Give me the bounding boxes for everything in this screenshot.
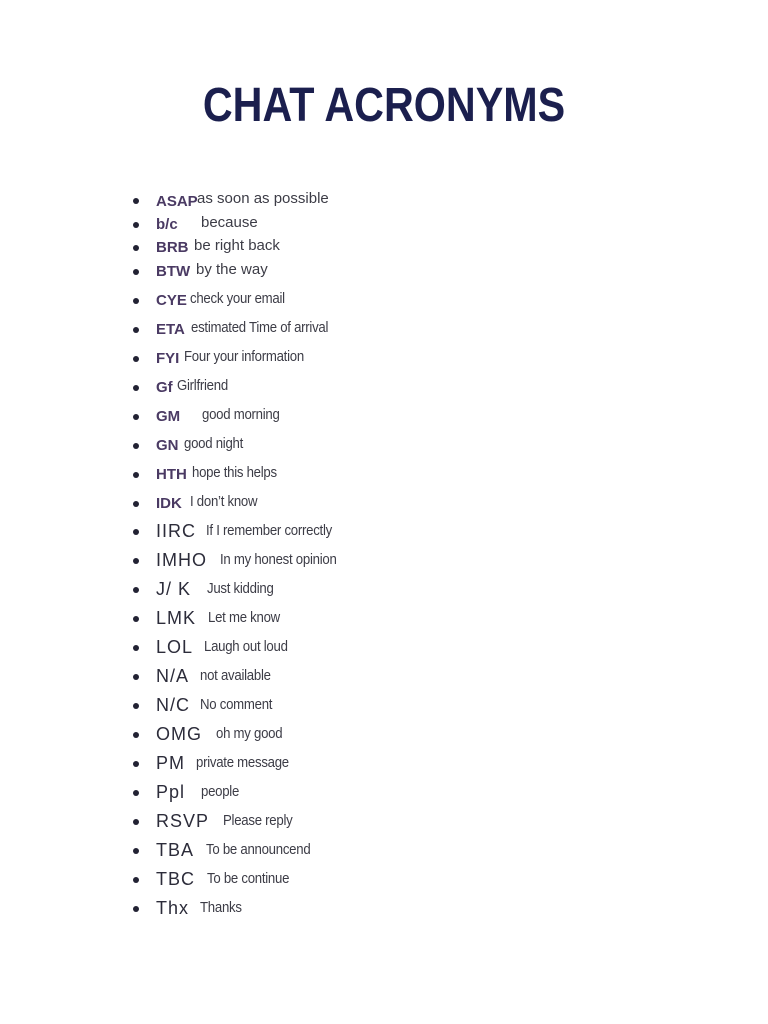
acronym-definition: If I remember correctly <box>206 522 332 539</box>
list-item <box>0 637 700 661</box>
list-item <box>0 493 700 517</box>
acronym-term: IMHO <box>156 550 207 570</box>
acronym-definition: people <box>201 783 240 800</box>
acronym-term: TBC <box>156 869 195 889</box>
bullet-icon <box>133 501 139 507</box>
acronym-term: BRB <box>156 239 189 256</box>
list-item <box>0 435 700 459</box>
acronym-definition: Let me know <box>208 609 280 626</box>
bullet-icon <box>133 732 139 738</box>
list-item <box>0 782 700 806</box>
acronym-term: CYE <box>156 292 187 309</box>
acronym-definition: estimated Time of arrival <box>191 319 329 336</box>
acronym-definition: check your email <box>190 290 285 307</box>
list-item <box>0 550 700 574</box>
acronym-definition: because <box>201 214 258 231</box>
acronym-term: J/ K <box>156 579 192 599</box>
acronym-definition: oh my good <box>216 725 283 742</box>
bullet-icon <box>133 877 139 883</box>
acronym-term: TBA <box>156 840 195 860</box>
acronym-term: RSVP <box>156 811 210 831</box>
acronym-definition: Four your information <box>184 348 304 365</box>
bullet-icon <box>133 645 139 651</box>
bullet-icon <box>133 587 139 593</box>
list-item <box>0 724 700 748</box>
bullet-icon <box>133 443 139 449</box>
acronym-term: N/C <box>156 695 190 715</box>
bullet-icon <box>133 385 139 391</box>
list-item <box>0 695 700 719</box>
list-item <box>0 190 700 214</box>
acronym-definition: I don’t know <box>190 493 258 510</box>
acronym-term: BTW <box>156 263 191 280</box>
bullet-icon <box>133 245 139 251</box>
acronym-definition: No comment <box>200 696 273 713</box>
list-item <box>0 521 700 545</box>
acronym-definition: Thanks <box>200 899 242 916</box>
page-title: CHAT ACRONYMS <box>202 79 566 132</box>
list-item <box>0 869 700 893</box>
list-item <box>0 811 700 835</box>
acronym-term: LOL <box>156 637 194 657</box>
acronym-definition: Just kidding <box>207 580 274 597</box>
acronym-definition: good morning <box>202 406 280 423</box>
acronym-definition: not available <box>200 667 271 684</box>
bullet-icon <box>133 356 139 362</box>
bullet-icon <box>133 906 139 912</box>
acronym-definition: be right back <box>194 237 280 254</box>
list-item <box>0 840 700 864</box>
acronym-definition: To be announcend <box>206 841 311 858</box>
list-item <box>0 237 700 261</box>
acronym-term: Gf <box>156 379 173 396</box>
acronym-term: Ppl <box>156 782 186 802</box>
bullet-icon <box>133 269 139 275</box>
acronym-term: PM <box>156 753 185 773</box>
acronym-term: IDK <box>156 495 182 512</box>
list-item <box>0 898 700 922</box>
acronym-definition: private message <box>196 754 289 771</box>
acronym-term: HTH <box>156 466 187 483</box>
acronym-term: Thx <box>156 898 190 918</box>
bullet-icon <box>133 472 139 478</box>
bullet-icon <box>133 198 139 204</box>
acronym-term: ETA <box>156 321 185 338</box>
list-item <box>0 261 700 285</box>
list-item <box>0 348 700 372</box>
acronym-definition: as soon as possible <box>197 190 329 207</box>
list-item <box>0 753 700 777</box>
bullet-icon <box>133 327 139 333</box>
acronym-term: b/c <box>156 216 178 233</box>
bullet-icon <box>133 298 139 304</box>
list-item <box>0 290 700 314</box>
bullet-icon <box>133 848 139 854</box>
list-item <box>0 406 700 430</box>
acronym-term: N/A <box>156 666 190 686</box>
list-item <box>0 608 700 632</box>
bullet-icon <box>133 558 139 564</box>
acronym-definition: hope this helps <box>192 464 277 481</box>
acronym-term: ASAP <box>156 193 198 210</box>
acronym-definition: by the way <box>196 261 268 278</box>
bullet-icon <box>133 616 139 622</box>
acronym-definition: In my honest opinion <box>220 551 337 568</box>
bullet-icon <box>133 790 139 796</box>
acronym-definition: Please reply <box>223 812 293 829</box>
bullet-icon <box>133 529 139 535</box>
list-item <box>0 666 700 690</box>
acronym-term: LMK <box>156 608 197 628</box>
acronym-term: GN <box>156 437 179 454</box>
acronym-term: FYI <box>156 350 180 367</box>
list-item <box>0 319 700 343</box>
list-item <box>0 464 700 488</box>
bullet-icon <box>133 819 139 825</box>
list-item <box>0 579 700 603</box>
acronym-term: OMG <box>156 724 202 744</box>
acronym-term: GM <box>156 408 181 425</box>
list-item <box>0 214 700 238</box>
list-item <box>0 377 700 401</box>
acronym-definition: Girlfriend <box>177 377 228 394</box>
acronym-definition: To be continue <box>207 870 290 887</box>
bullet-icon <box>133 222 139 228</box>
acronym-definition: Laugh out loud <box>204 638 288 655</box>
bullet-icon <box>133 703 139 709</box>
bullet-icon <box>133 761 139 767</box>
acronym-definition: good night <box>184 435 244 452</box>
bullet-icon <box>133 414 139 420</box>
bullet-icon <box>133 674 139 680</box>
acronym-term: IIRC <box>156 521 196 541</box>
